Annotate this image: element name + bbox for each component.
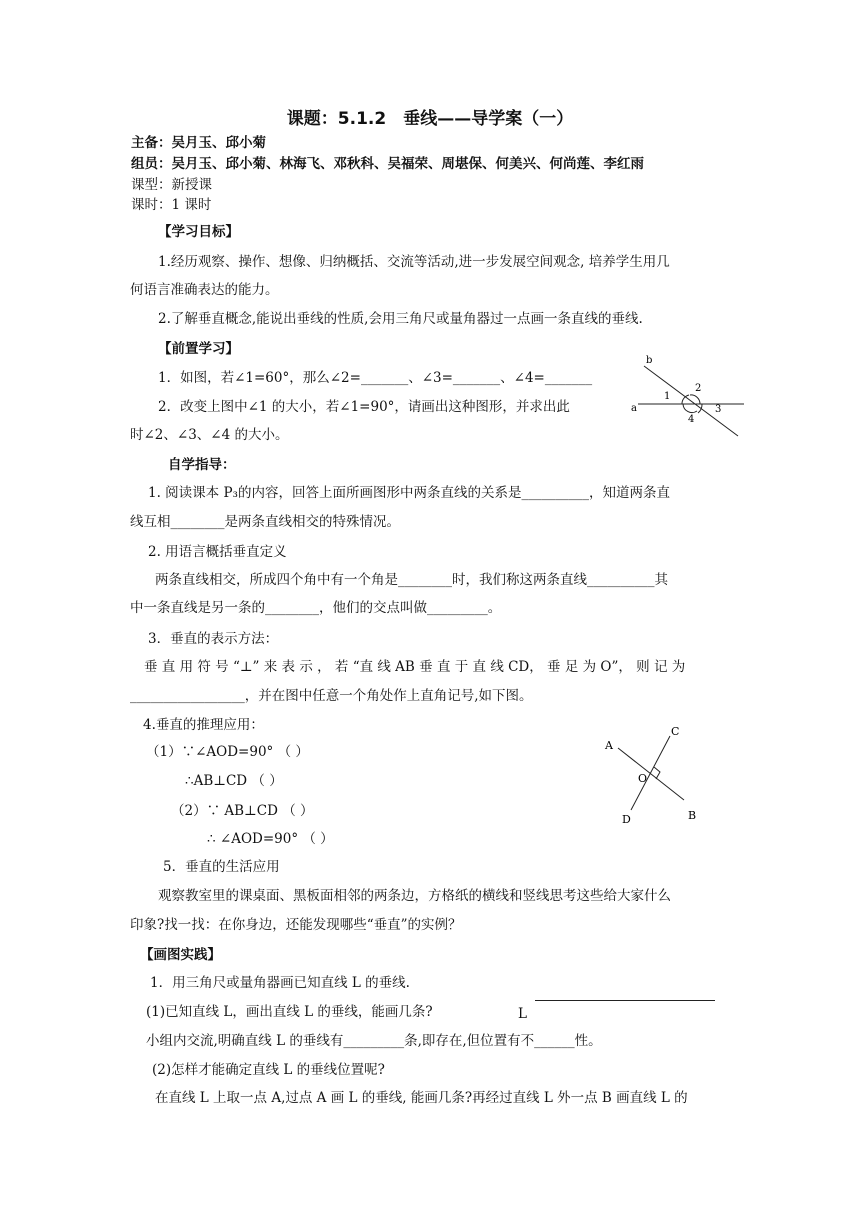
angle-arc-4: [683, 404, 697, 413]
line-b: [644, 366, 738, 436]
fig2-label-c: C: [671, 725, 680, 738]
line-l-label: L: [518, 1006, 527, 1022]
practice-1-part-1: (1)已知直线 L，画出直线 L 的垂线，能画几条?: [146, 1004, 433, 1020]
pre-question-1: 1．如图，若∠1=60°，那么∠2=_______、∠3=_______、∠4=_______: [158, 370, 593, 386]
fig2-label-d: D: [622, 813, 631, 826]
goal-2: 2.了解垂直概念,能说出垂线的性质,会用三角尺或量角器过一点画一条直线的垂线.: [158, 311, 643, 327]
fig1-label-3: 3: [715, 404, 722, 415]
fig2-label-o: O: [638, 772, 648, 785]
self-5: 5．垂直的生活应用: [163, 859, 280, 875]
goal-1-line-1: 1.经历观察、操作、想像、归纳概括、交流等活动,进一步发展空间观念, 培养学生用几: [158, 254, 670, 270]
pre-question-2-line-1: 2．改变上图中∠1 的大小，若∠1=90°，请画出这种图形，并求出此: [158, 399, 570, 415]
practice-1-part-3: (2)怎样才能确定直线 L 的垂线位置呢?: [152, 1062, 385, 1078]
practice-1-part-4: 在直线 L 上取一点 A,过点 A 画 L 的垂线, 能画几条?再经过直线 L 外一点 B 画直线 L 的: [155, 1090, 688, 1106]
line-ab: [618, 748, 684, 800]
self-3-line-2: _________________，并在图中任意一个角处作上直角记号,如下图。: [130, 688, 533, 704]
self-4-step-3: （2）∵ AB⊥CD （ ）: [171, 803, 314, 819]
lesson-hours: 课时：1 课时: [131, 197, 212, 213]
practice-heading: 【画图实践】: [140, 947, 221, 963]
fig2-label-a: A: [605, 739, 613, 752]
goal-1-line-2: 何语言准确表达的能力。: [130, 282, 279, 298]
self-2-line-2: 中一条直线是另一条的________，他们的交点叫做_________。: [130, 600, 502, 616]
line-cd: [631, 736, 670, 810]
group-members: 组员：吴月玉、邱小菊、林海飞、邓秋科、吴福荣、周堪保、何美兴、何尚莲、李红雨: [131, 156, 644, 172]
angle-arc-2: [690, 395, 700, 404]
intersecting-lines-figure: [620, 350, 750, 440]
page-title: 课题：5.1.2 垂线——导学案（一）: [286, 109, 574, 129]
fig1-label-4: 4: [688, 414, 695, 425]
self-4: 4.垂直的推理应用：: [143, 717, 264, 733]
angle-arc-1: [682, 395, 689, 404]
goals-heading: 【学习目标】: [158, 224, 239, 240]
self-1-line-2: 线互相________是两条直线相交的特殊情况。: [130, 514, 400, 530]
fig1-label-2: 2: [695, 383, 702, 394]
self-4-step-1: （1）∵∠AOD=90° （ ）: [146, 744, 309, 760]
angle-arc-3: [698, 404, 702, 413]
self-4-step-2: ∴AB⊥CD （ ）: [185, 773, 283, 789]
perpendicular-figure: [600, 722, 720, 832]
lead-teachers: 主备：吴月玉、邱小菊: [131, 135, 266, 151]
fig1-label-1: 1: [664, 391, 671, 402]
self-3: 3．垂直的表示方法：: [148, 631, 279, 647]
self-2: 2. 用语言概括垂直定义: [148, 544, 287, 560]
self-5-line-2: 印象?找一找：在你身边，还能发现哪些“垂直”的实例？: [130, 917, 462, 933]
self-2-line-1: 两条直线相交，所成四个角中有一个角是________时，我们称这两条直线__________其: [155, 572, 668, 588]
self-study-heading: 自学指导：: [168, 457, 236, 473]
practice-1-part-2: 小组内交流,明确直线 L 的垂线有_________条,即存在,但位置有不______性。: [146, 1033, 602, 1049]
self-5-line-1: 观察教室里的课桌面、黑板面相邻的两条边，方格纸的横线和竖线思考这些给大家什么: [158, 888, 671, 904]
self-3-line-1: 垂 直 用 符 号 “⊥” 来 表 示 ， 若 “直 线 AB 垂 直 于 直 线 CD， 垂 足 为 O”， 则 记 为: [144, 659, 686, 675]
fig1-label-a: a: [631, 403, 637, 414]
self-4-step-4: ∴ ∠AOD=90° （ ）: [207, 831, 334, 847]
pre-question-2-line-2: 时∠2、∠3、∠4 的大小。: [130, 427, 289, 443]
lesson-type: 课型：新授课: [131, 177, 212, 193]
line-l: [535, 1000, 715, 1001]
pre-heading: 【前置学习】: [158, 341, 239, 357]
fig2-label-b: B: [688, 809, 697, 822]
fig1-label-b: b: [646, 355, 653, 366]
practice-1: 1．用三角尺或量角器画已知直线 L 的垂线.: [150, 975, 410, 991]
self-1-line-1: 1. 阅读课本 P₃的内容，回答上面所画图形中两条直线的关系是__________，知道两条直: [148, 485, 670, 501]
